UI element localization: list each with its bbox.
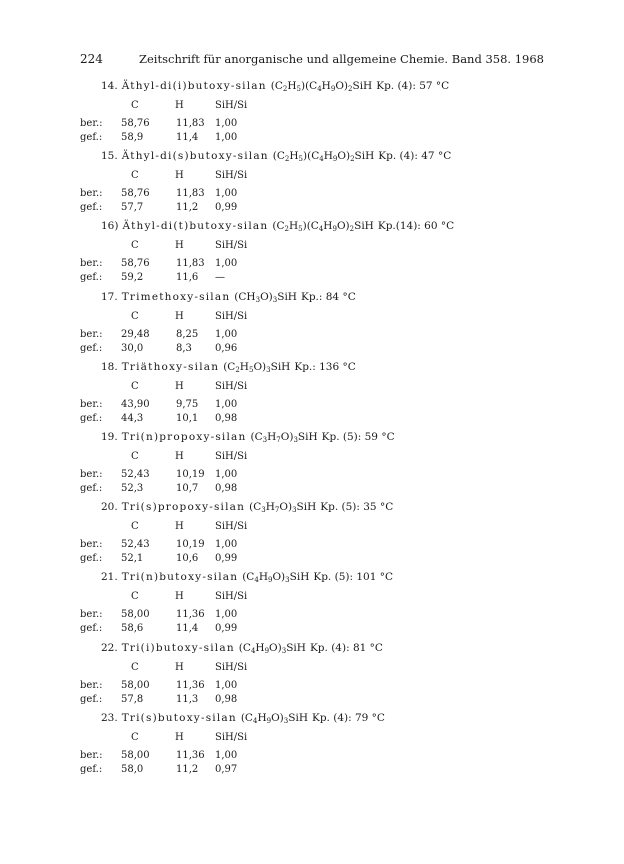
row-label: gef.: (80, 132, 103, 143)
formula-subscript: 3 (261, 506, 266, 514)
hydrogen-value: 11,36 (176, 750, 205, 761)
compound-name: Äthyl-di(s)butoxy-silan (121, 150, 269, 162)
hydrogen-value: 11,6 (176, 272, 199, 283)
column-header: SiH/Si (215, 311, 248, 322)
compound-number: 22. (101, 642, 118, 654)
formula-subscript: 9 (267, 576, 273, 584)
found-row (0, 272, 624, 286)
row-label: gef.: (80, 623, 103, 634)
found-row (0, 623, 624, 637)
carbon-value: 58,9 (121, 132, 144, 143)
row-label: ber.: (80, 188, 103, 199)
hydrogen-value: 10,6 (176, 553, 199, 564)
column-header: C (131, 311, 139, 322)
calculated-row (0, 399, 624, 413)
column-header: SiH/Si (215, 240, 248, 251)
compound-number: 17. (101, 291, 118, 303)
hydrogen-value: 11,83 (176, 118, 205, 129)
formula-text: H (321, 80, 331, 92)
formula-subscript: 2 (349, 225, 355, 233)
carbon-value: 58,76 (121, 258, 150, 269)
compound-number: 15. (101, 150, 118, 162)
calculated-row (0, 750, 624, 764)
carbon-value: 58,76 (121, 188, 150, 199)
carbon-value: 58,0 (121, 764, 144, 775)
sih-ratio-value: — (215, 272, 225, 283)
row-label: ber.: (80, 750, 103, 761)
column-header: H (175, 311, 184, 322)
formula-text: (C (238, 642, 251, 654)
hydrogen-value: 9,75 (176, 399, 199, 410)
formula-text: H (239, 361, 249, 373)
column-header: SiH/Si (215, 170, 248, 181)
sih-ratio-value: 1,00 (215, 329, 238, 340)
hydrogen-value: 11,36 (176, 609, 205, 620)
compound-number: 20. (101, 501, 118, 513)
column-header: H (175, 451, 184, 462)
column-header: SiH/Si (215, 662, 248, 673)
compound-title (101, 642, 383, 654)
carbon-value: 57,8 (121, 694, 144, 705)
formula-text: (C (272, 150, 285, 162)
boiling-point: Kp.: 136 °C (294, 361, 356, 373)
sih-ratio-value: 0,97 (215, 764, 238, 775)
carbon-value: 52,3 (121, 483, 144, 494)
row-label: gef.: (80, 202, 103, 213)
column-header: SiH/Si (215, 381, 248, 392)
calculated-row (0, 680, 624, 694)
formula-text: O) (260, 291, 273, 303)
formula-subscript: 5 (298, 155, 303, 163)
formula-subscript: 3 (285, 576, 290, 584)
hydrogen-value: 10,7 (176, 483, 199, 494)
sih-ratio-value: 1,00 (215, 750, 238, 761)
column-header: H (175, 240, 184, 251)
formula-text: H (267, 431, 277, 443)
formula-text: SiH (354, 150, 375, 162)
formula-text: )(C (303, 150, 320, 162)
compound-number: 23. (101, 712, 118, 724)
formula-subscript: 9 (330, 85, 336, 93)
calculated-row (0, 609, 624, 623)
sih-ratio-value: 0,98 (215, 694, 238, 705)
sih-ratio-value: 1,00 (215, 399, 238, 410)
sih-ratio-value: 0,98 (215, 413, 238, 424)
hydrogen-value: 11,3 (176, 694, 199, 705)
column-header: C (131, 521, 139, 532)
hydrogen-value: 8,25 (176, 329, 199, 340)
compound-formula (272, 220, 374, 232)
column-header: C (131, 662, 139, 673)
formula-text: H (287, 80, 297, 92)
compound-title (101, 571, 393, 583)
formula-subscript: 2 (282, 85, 288, 93)
formula-subscript: 4 (254, 576, 259, 584)
row-label: ber.: (80, 469, 103, 480)
formula-subscript: 5 (298, 225, 303, 233)
formula-subscript: 4 (319, 155, 324, 163)
formula-text: H (258, 571, 268, 583)
formula-text: SiH (352, 80, 373, 92)
formula-text: SiH (277, 291, 297, 303)
compound-formula (239, 642, 306, 654)
compound-name: Tri(s)butoxy-silan (121, 712, 237, 724)
formula-subscript: 3 (281, 647, 287, 655)
carbon-value: 30,0 (121, 343, 144, 354)
boiling-point: Kp.: 84 °C (300, 291, 356, 303)
formula-subscript: 3 (272, 296, 278, 304)
formula-subscript: 3 (283, 717, 289, 725)
column-header: SiH/Si (215, 100, 248, 111)
found-row (0, 764, 624, 778)
formula-text: (C (272, 220, 285, 232)
journal-title: Zeitschrift für anorganische und allgemeine Chemie. Band 358. 1968 (139, 52, 544, 66)
column-header: H (175, 100, 184, 111)
formula-subscript: 3 (266, 366, 271, 374)
formula-subscript: 2 (350, 155, 355, 163)
formula-text: SiH (296, 501, 317, 513)
compound-name: Äthyl-di(i)butoxy-silan (121, 80, 267, 92)
calculated-row (0, 258, 624, 272)
compound-title (101, 501, 393, 513)
compound-title (101, 80, 449, 92)
analysis-header-row (0, 381, 624, 395)
column-header: H (175, 662, 184, 673)
calculated-row (0, 329, 624, 343)
hydrogen-value: 11,36 (176, 680, 205, 691)
formula-text: (C (240, 712, 253, 724)
found-row (0, 132, 624, 146)
formula-subscript: 5 (248, 366, 254, 374)
row-label: gef.: (80, 694, 103, 705)
hydrogen-value: 8,3 (176, 343, 192, 354)
compound-formula (249, 501, 316, 513)
sih-ratio-value: 1,00 (215, 258, 238, 269)
compound-formula (223, 361, 290, 373)
compound-name: Äthyl-di(t)butoxy-silan (122, 220, 269, 232)
column-header: H (175, 732, 184, 743)
formula-text: )(C (300, 80, 318, 92)
carbon-value: 58,6 (121, 623, 144, 634)
analysis-header-row (0, 591, 624, 605)
compound-formula (271, 80, 373, 92)
formula-subscript: 3 (293, 436, 298, 444)
formula-subscript: 2 (284, 155, 290, 163)
boiling-point: Kp. (4): 79 °C (311, 712, 385, 724)
sih-ratio-value: 0,98 (215, 483, 238, 494)
column-header: SiH/Si (215, 451, 248, 462)
sih-ratio-value: 1,00 (215, 539, 238, 550)
formula-subscript: 7 (276, 436, 281, 444)
formula-subscript: 5 (296, 85, 301, 93)
row-label: ber.: (80, 539, 103, 550)
formula-subscript: 4 (252, 717, 258, 725)
compound-name: Triäthoxy-silan (121, 361, 220, 373)
row-label: ber.: (80, 609, 103, 620)
compound-title (101, 150, 451, 162)
formula-text: O) (336, 220, 350, 232)
carbon-value: 43,90 (121, 399, 150, 410)
compound-formula (242, 571, 309, 583)
compound-title (101, 220, 454, 232)
formula-text: O) (269, 642, 282, 654)
compound-name: Tri(n)butoxy-silan (121, 571, 239, 583)
sih-ratio-value: 1,00 (215, 609, 238, 620)
hydrogen-value: 10,19 (176, 469, 205, 480)
analysis-header-row (0, 100, 624, 114)
analysis-header-row (0, 311, 624, 325)
formula-subscript: 9 (266, 717, 272, 725)
formula-text: O) (280, 431, 294, 443)
carbon-value: 58,00 (121, 609, 150, 620)
formula-text: (C (249, 501, 262, 513)
row-label: gef.: (80, 764, 103, 775)
column-header: C (131, 100, 139, 111)
formula-text: SiH (354, 220, 374, 232)
analysis-header-row (0, 240, 624, 254)
analysis-header-row (0, 451, 624, 465)
sih-ratio-value: 1,00 (215, 680, 238, 691)
compound-name: Tri(n)propoxy-silan (121, 431, 247, 443)
formula-subscript: 4 (317, 85, 322, 93)
formula-text: )(C (302, 220, 319, 232)
column-header: C (131, 451, 139, 462)
formula-text: O) (279, 501, 293, 513)
column-header: SiH/Si (215, 591, 248, 602)
sih-ratio-value: 0,96 (215, 343, 238, 354)
compound-formula (250, 431, 317, 443)
formula-text: (C (270, 80, 283, 92)
compound-name: Tri(s)propoxy-silan (121, 501, 246, 513)
compound-number: 18. (101, 361, 118, 373)
column-header: SiH/Si (215, 732, 248, 743)
formula-subscript: 7 (274, 506, 280, 514)
compound-title (101, 431, 395, 443)
row-label: ber.: (80, 118, 103, 129)
column-header: SiH/Si (215, 521, 248, 532)
formula-subscript: 3 (255, 296, 261, 304)
formula-text: O) (335, 80, 349, 92)
hydrogen-value: 11,83 (176, 258, 205, 269)
hydrogen-value: 11,4 (176, 132, 199, 143)
sih-ratio-value: 1,00 (215, 132, 238, 143)
row-label: gef.: (80, 553, 103, 564)
page-number: 224 (80, 52, 103, 66)
analysis-header-row (0, 170, 624, 184)
formula-subscript: 9 (332, 225, 337, 233)
compound-title (101, 361, 356, 373)
formula-text: (C (250, 431, 263, 443)
sih-ratio-value: 1,00 (215, 118, 238, 129)
compound-number: 19. (101, 431, 118, 443)
hydrogen-value: 11,2 (176, 202, 199, 213)
boiling-point: Kp. (5): 35 °C (320, 501, 394, 513)
hydrogen-value: 11,4 (176, 623, 199, 634)
boiling-point: Kp.(14): 60 °C (377, 220, 455, 232)
compound-formula (241, 712, 308, 724)
found-row (0, 483, 624, 497)
sih-ratio-value: 0,99 (215, 202, 238, 213)
hydrogen-value: 10,19 (176, 539, 205, 550)
found-row (0, 343, 624, 357)
compound-number: 16) (101, 220, 119, 232)
carbon-value: 52,43 (121, 469, 150, 480)
compound-title (101, 712, 385, 724)
compound-formula (273, 150, 375, 162)
formula-subscript: 2 (235, 366, 240, 374)
analysis-header-row (0, 521, 624, 535)
row-label: gef.: (80, 483, 103, 494)
carbon-value: 58,76 (121, 118, 150, 129)
carbon-value: 52,43 (121, 539, 150, 550)
formula-text: H (257, 712, 267, 724)
hydrogen-value: 10,1 (176, 413, 199, 424)
calculated-row (0, 188, 624, 202)
row-label: gef.: (80, 272, 103, 283)
hydrogen-value: 11,83 (176, 188, 205, 199)
compound-number: 21. (101, 571, 118, 583)
analysis-header-row (0, 732, 624, 746)
found-row (0, 413, 624, 427)
boiling-point: Kp. (4): 57 °C (376, 80, 450, 92)
column-header: H (175, 381, 184, 392)
formula-text: (CH (234, 291, 256, 303)
formula-subscript: 2 (348, 85, 353, 93)
formula-text: SiH (288, 712, 308, 724)
compound-name: Tri(i)butoxy-silan (121, 642, 235, 654)
formula-subscript: 3 (292, 506, 297, 514)
formula-text: H (265, 501, 275, 513)
formula-subscript: 2 (284, 225, 289, 233)
formula-text: O) (337, 150, 351, 162)
boiling-point: Kp. (4): 47 °C (378, 150, 452, 162)
formula-text: H (323, 220, 333, 232)
column-header: C (131, 591, 139, 602)
formula-text: O) (253, 361, 267, 373)
sih-ratio-value: 1,00 (215, 469, 238, 480)
column-header: C (131, 732, 139, 743)
hydrogen-value: 11,2 (176, 764, 199, 775)
found-row (0, 694, 624, 708)
row-label: ber.: (80, 258, 103, 269)
column-header: C (131, 240, 139, 251)
column-header: H (175, 521, 184, 532)
carbon-value: 58,00 (121, 750, 150, 761)
sih-ratio-value: 1,00 (215, 188, 238, 199)
column-header: H (175, 170, 184, 181)
carbon-value: 29,48 (121, 329, 150, 340)
compound-formula (234, 291, 297, 303)
carbon-value: 57,7 (121, 202, 144, 213)
formula-text: (C (223, 361, 236, 373)
formula-text: H (288, 220, 299, 232)
formula-text: (C (242, 571, 255, 583)
compound-title (101, 291, 356, 303)
boiling-point: Kp. (5): 101 °C (313, 571, 394, 583)
carbon-value: 44,3 (121, 413, 144, 424)
carbon-value: 58,00 (121, 680, 150, 691)
formula-text: H (289, 150, 299, 162)
running-header (80, 52, 544, 68)
formula-text: O) (272, 571, 286, 583)
formula-text: H (255, 642, 265, 654)
sih-ratio-value: 0,99 (215, 553, 238, 564)
carbon-value: 59,2 (121, 272, 144, 283)
column-header: H (175, 591, 184, 602)
formula-subscript: 3 (262, 436, 268, 444)
row-label: ber.: (80, 680, 103, 691)
formula-subscript: 4 (318, 225, 324, 233)
row-label: ber.: (80, 399, 103, 410)
row-label: ber.: (80, 329, 103, 340)
found-row (0, 202, 624, 216)
formula-text: SiH (289, 571, 310, 583)
formula-subscript: 9 (264, 647, 270, 655)
formula-subscript: 4 (250, 647, 256, 655)
carbon-value: 52,1 (121, 553, 144, 564)
formula-text: SiH (297, 431, 318, 443)
found-row (0, 553, 624, 567)
sih-ratio-value: 0,99 (215, 623, 238, 634)
calculated-row (0, 469, 624, 483)
row-label: gef.: (80, 413, 103, 424)
analysis-header-row (0, 662, 624, 676)
boiling-point: Kp. (4): 81 °C (309, 642, 383, 654)
formula-text: SiH (286, 642, 306, 654)
column-header: C (131, 170, 139, 181)
calculated-row (0, 118, 624, 132)
boiling-point: Kp. (5): 59 °C (321, 431, 395, 443)
formula-text: SiH (270, 361, 291, 373)
column-header: C (131, 381, 139, 392)
formula-text: O) (271, 712, 284, 724)
compound-number: 14. (101, 80, 118, 92)
formula-text: H (323, 150, 333, 162)
row-label: gef.: (80, 343, 103, 354)
formula-subscript: 9 (332, 155, 338, 163)
calculated-row (0, 539, 624, 553)
compound-name: Trimethoxy-silan (121, 291, 231, 303)
